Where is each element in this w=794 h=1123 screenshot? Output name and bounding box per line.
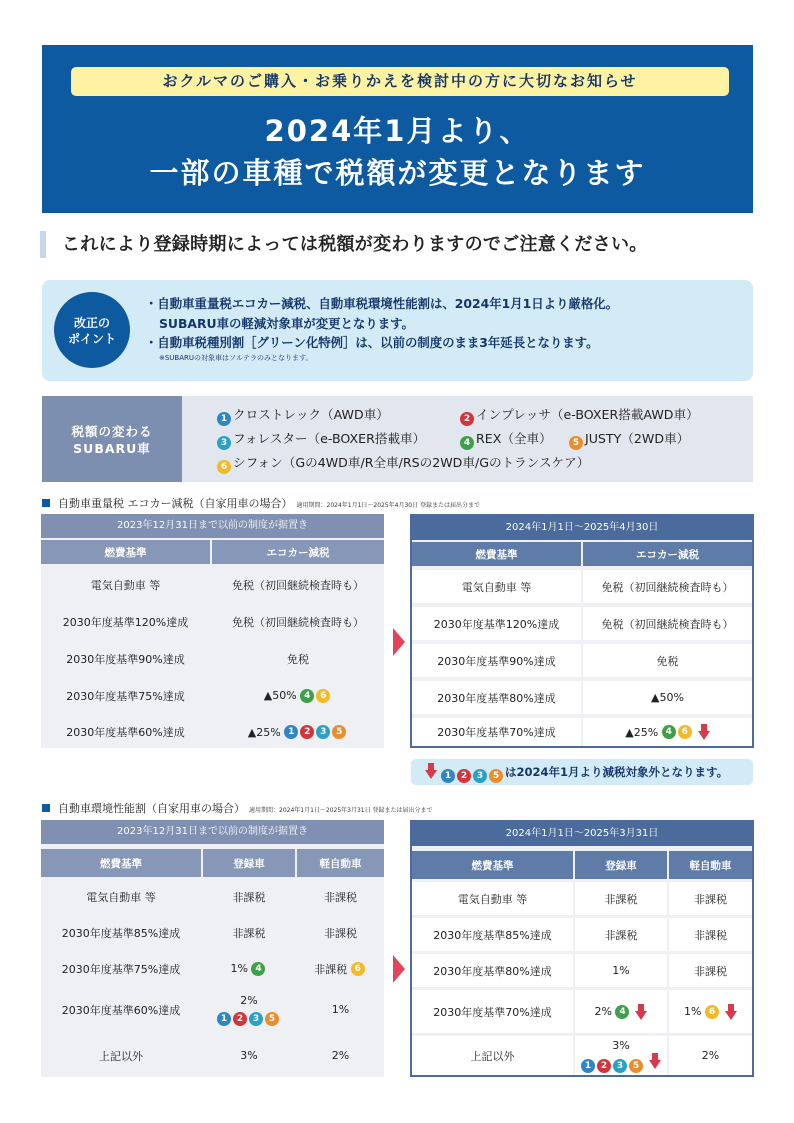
std-cell: 2030年度基準90%達成 xyxy=(41,642,210,675)
std-cell: 2030年度基準85%達成 xyxy=(412,918,573,951)
down-arrow-icon xyxy=(635,1004,647,1020)
std-cell: 2030年度基準60%達成 xyxy=(41,716,210,748)
val-cell xyxy=(212,679,384,712)
badge-1-icon: 1 xyxy=(284,725,298,739)
weight-tax-old-table xyxy=(41,514,384,748)
badge-3-icon: 3 xyxy=(316,725,330,739)
kei-cell: 非課税 xyxy=(669,882,752,915)
model-6-label: シフォン（Gの4WD車/R全車/RSの2WD車/Gのトランスケア） xyxy=(233,455,590,470)
revision-points-badge xyxy=(54,292,130,368)
col-standard: 燃費基準 xyxy=(41,540,210,564)
badge-6-icon: 6 xyxy=(217,460,231,474)
std-cell: 2030年度基準90%達成 xyxy=(412,644,581,677)
model-2 xyxy=(460,406,699,426)
removal-note-text: は2024年1月より減税対象外となります。 xyxy=(505,765,729,779)
env-tax-title xyxy=(42,802,433,818)
col-standard: 燃費基準 xyxy=(412,542,581,566)
val-cell xyxy=(583,718,752,746)
badge-6-icon: 6 xyxy=(678,725,692,739)
reg-cell: 非課税 xyxy=(203,880,295,913)
down-arrow-icon xyxy=(698,724,710,740)
env-tax-old-table xyxy=(41,820,384,1077)
badge-4-icon: 4 xyxy=(615,1005,629,1019)
down-arrow-icon xyxy=(425,763,437,779)
val-cell xyxy=(212,716,384,748)
badge-6-icon: 6 xyxy=(351,962,365,976)
kei-text: 1% xyxy=(684,1005,702,1018)
val-cell: ▲50% xyxy=(583,681,752,714)
reg-cell: 3% xyxy=(203,1034,295,1077)
badge-4-icon: 4 xyxy=(662,725,676,739)
badge-4-icon: 4 xyxy=(300,689,314,703)
model-1-label: クロストレック（AWD車） xyxy=(233,407,389,422)
col-standard: 燃費基準 xyxy=(41,849,201,877)
kei-cell: 非課税 xyxy=(297,880,384,913)
reg-cell xyxy=(203,988,295,1031)
weight-tax-title xyxy=(42,497,480,513)
model-4-label: REX（全車） xyxy=(476,431,552,446)
page-title xyxy=(42,110,753,194)
headline-line2: 一部の車種で税額が変更となります xyxy=(149,156,646,190)
col-registered: 登録車 xyxy=(575,851,667,879)
std-cell: 電気自動車 等 xyxy=(41,568,210,601)
reg-cell xyxy=(203,952,295,985)
badge-1-icon: 1 xyxy=(441,769,455,783)
down-arrow-icon xyxy=(649,1053,661,1069)
badge-5-icon: 5 xyxy=(332,725,346,739)
reg-cell: 非課税 xyxy=(575,918,667,951)
reg-text: 2% xyxy=(240,994,258,1007)
model-2-label: インプレッサ（e-BOXER搭載AWD車） xyxy=(476,407,699,422)
val-cell: 免税（初回継続検査時も） xyxy=(212,605,384,638)
std-cell: 2030年度基準120%達成 xyxy=(412,607,581,640)
col-reduction: エコカー減税 xyxy=(583,542,752,566)
std-cell: 2030年度基準80%達成 xyxy=(412,954,573,987)
val-cell: 免税 xyxy=(212,642,384,675)
weight-new-header: 2024年1月1日〜2025年4月30日 xyxy=(412,516,752,540)
std-cell: 電気自動車 等 xyxy=(412,882,573,915)
model-3 xyxy=(217,430,425,450)
point-item-1-cont: SUBARU車の軽減対象車が変更となります。 xyxy=(159,315,414,331)
model-3-label: フォレスター（e-BOXER搭載車） xyxy=(233,431,426,446)
env-tax-title-text: 自動車環境性能割（自家用車の場合） xyxy=(58,802,245,815)
reg-cell: 非課税 xyxy=(203,916,295,949)
badge-5-icon: 5 xyxy=(569,436,583,450)
badge-3-icon: 3 xyxy=(217,436,231,450)
model-4 xyxy=(460,430,552,450)
square-bullet-icon xyxy=(42,804,50,812)
reg-cell: 1% xyxy=(575,954,667,987)
weight-tax-new-table xyxy=(410,514,754,748)
val-cell: 免税（初回継続検査時も） xyxy=(212,568,384,601)
badge-1-icon: 1 xyxy=(581,1059,595,1073)
down-arrow-icon xyxy=(725,1004,737,1020)
badge-6-icon: 6 xyxy=(316,689,330,703)
kei-cell: 2% xyxy=(297,1034,384,1077)
reg-cell: 非課税 xyxy=(575,882,667,915)
badge-5-icon: 5 xyxy=(629,1059,643,1073)
notice-strip: おクルマのご購入・お乗りかえを検討中の方に大切なお知らせ xyxy=(71,67,729,96)
val-text: ▲25% xyxy=(625,725,659,739)
badge-4-icon: 4 xyxy=(251,962,265,976)
std-cell: 2030年度基準70%達成 xyxy=(412,718,581,746)
headline-line1: 2024年1月より、 xyxy=(264,114,531,148)
model-5 xyxy=(569,430,689,450)
badge-6-icon: 6 xyxy=(705,1005,719,1019)
std-cell: 電気自動車 等 xyxy=(412,570,581,603)
reg-text: 2% xyxy=(594,1005,612,1018)
model-1 xyxy=(217,406,389,426)
badge-5-icon: 5 xyxy=(265,1012,279,1026)
point-note: ※SUBARUの対象車はソルテラのみとなります。 xyxy=(159,353,313,362)
badge-line1: 改正の xyxy=(73,316,110,330)
badge-3-icon: 3 xyxy=(613,1059,627,1073)
model-5-label: JUSTY（2WD車） xyxy=(585,431,690,446)
kei-cell xyxy=(297,952,384,985)
badge-line2: ポイント xyxy=(67,332,116,346)
badge-1-icon: 1 xyxy=(217,1012,231,1026)
subheading: これにより登録時期によっては税額が変わりますのでご注意ください。 xyxy=(40,231,648,258)
square-bullet-icon xyxy=(42,499,50,507)
col-standard: 燃費基準 xyxy=(412,851,573,879)
kei-cell: 非課税 xyxy=(669,954,752,987)
std-cell: 2030年度基準75%達成 xyxy=(41,952,201,985)
col-reduction: エコカー減税 xyxy=(212,540,384,564)
arrow-right-icon xyxy=(393,628,405,656)
point-item-1: ・自動車重量税エコカー減税、自動車税環境性能割は、2024年1月1日より厳格化。 xyxy=(145,296,619,311)
std-cell: 2030年度基準60%達成 xyxy=(41,988,201,1031)
env-old-header: 2023年12月31日まで以前の制度が据置き xyxy=(41,820,384,844)
badge-1-icon: 1 xyxy=(217,412,231,426)
kei-cell xyxy=(669,990,752,1033)
weight-tax-period: 適用期間：2024年1月1日〜2025年4月30日 登録または届出分まで xyxy=(296,502,481,509)
std-cell: 2030年度基準120%達成 xyxy=(41,605,210,638)
badge-2-icon: 2 xyxy=(460,412,474,426)
std-cell: 上記以外 xyxy=(412,1036,573,1075)
models-label-line2: SUBARU車 xyxy=(73,441,151,456)
model-6 xyxy=(217,454,589,474)
val-text: ▲50% xyxy=(263,689,297,702)
val-cell: 免税（初回継続検査時も） xyxy=(583,570,752,603)
col-kei: 軽自動車 xyxy=(297,849,384,877)
badge-3-icon: 3 xyxy=(473,769,487,783)
kei-cell: 非課税 xyxy=(297,916,384,949)
badge-4-icon: 4 xyxy=(460,436,474,450)
point-item-2: ・自動車税種別割［グリーン化特例］は、以前の制度のまま3年延長となります。 xyxy=(145,335,599,350)
val-cell: 免税（初回継続検査時も） xyxy=(583,607,752,640)
reg-text: 1% xyxy=(230,962,248,975)
badge-3-icon: 3 xyxy=(249,1012,263,1026)
std-cell: 2030年度基準75%達成 xyxy=(41,679,210,712)
std-cell: 2030年度基準85%達成 xyxy=(41,916,201,949)
weight-old-header: 2023年12月31日まで以前の制度が据置き xyxy=(41,514,384,538)
weight-tax-title-text: 自動車重量税 エコカー減税（自家用車の場合） xyxy=(58,497,293,510)
reg-cell xyxy=(575,990,667,1033)
removal-note xyxy=(411,759,753,785)
badge-2-icon: 2 xyxy=(457,769,471,783)
col-kei: 軽自動車 xyxy=(669,851,752,879)
std-cell: 電気自動車 等 xyxy=(41,880,201,913)
badge-2-icon: 2 xyxy=(597,1059,611,1073)
std-cell: 上記以外 xyxy=(41,1034,201,1077)
kei-cell: 1% xyxy=(297,988,384,1031)
val-cell: 免税 xyxy=(583,644,752,677)
kei-cell: 非課税 xyxy=(669,918,752,951)
arrow-right-icon xyxy=(393,955,405,983)
revision-points-list xyxy=(145,294,745,363)
env-new-header: 2024年1月1日〜2025年3月31日 xyxy=(412,822,752,846)
affected-models-label xyxy=(42,396,182,482)
env-tax-period: 適用期間：2024年1月1日〜2025年3月31日 登録または届出分まで xyxy=(249,807,433,814)
env-tax-new-table xyxy=(410,820,754,1077)
std-cell: 2030年度基準70%達成 xyxy=(412,990,573,1033)
badge-2-icon: 2 xyxy=(300,725,314,739)
models-label-line1: 税額の変わる xyxy=(71,424,153,439)
badge-2-icon: 2 xyxy=(233,1012,247,1026)
reg-cell xyxy=(575,1036,667,1075)
badge-5-icon: 5 xyxy=(489,769,503,783)
kei-text: 非課税 xyxy=(314,962,348,976)
std-cell: 2030年度基準80%達成 xyxy=(412,681,581,714)
val-text: ▲25% xyxy=(247,725,281,739)
reg-text: 3% xyxy=(612,1039,630,1052)
col-registered: 登録車 xyxy=(203,849,295,877)
kei-cell: 2% xyxy=(669,1036,752,1075)
